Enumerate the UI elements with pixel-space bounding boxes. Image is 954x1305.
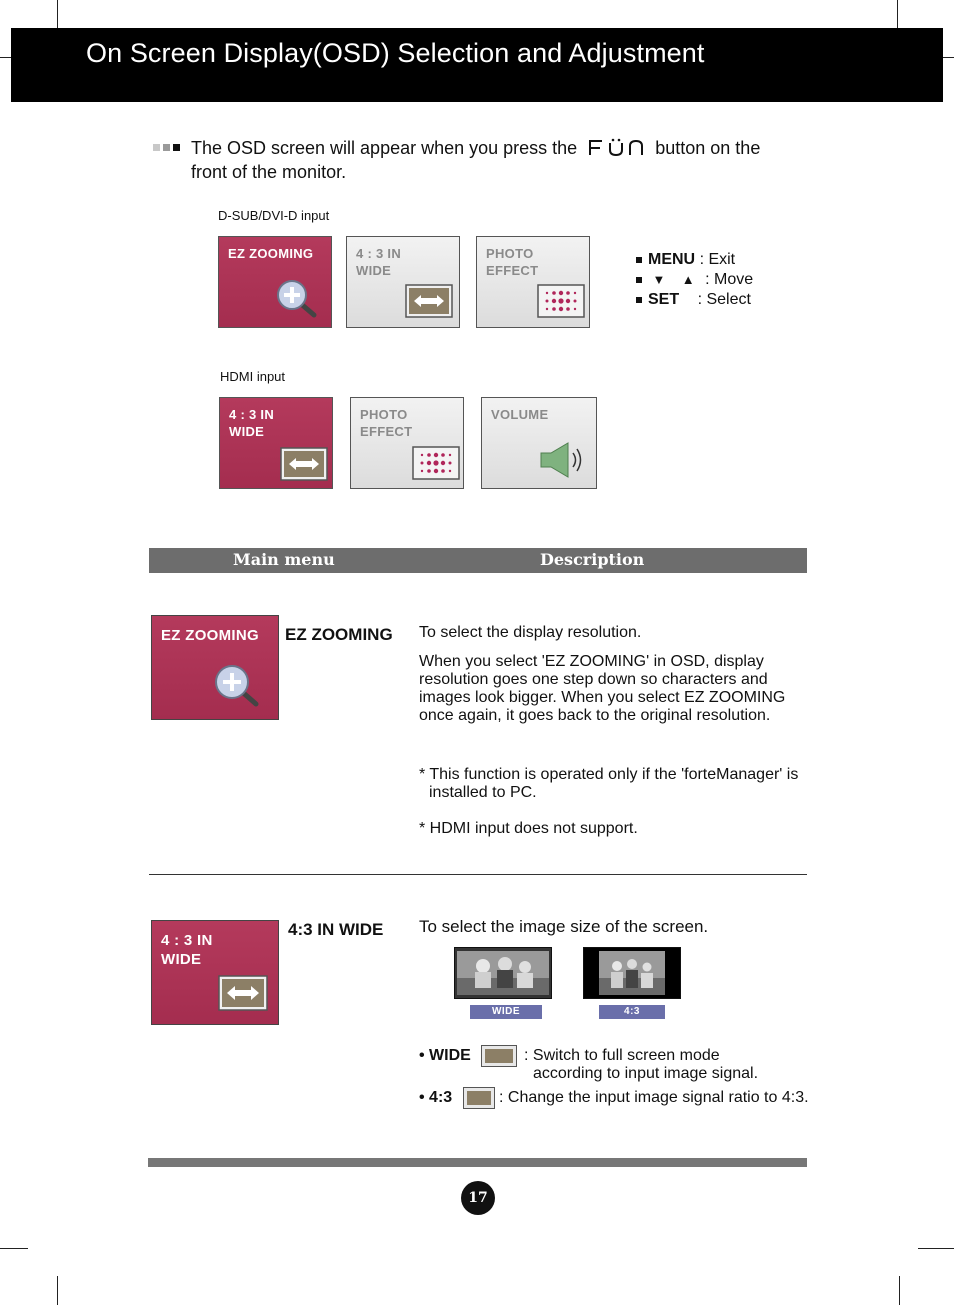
tile-hdmi-photo-effect[interactable] [350, 397, 464, 489]
tile-label: 4 : 3 IN WIDE [356, 246, 402, 278]
tile-photo-effect[interactable] [476, 236, 590, 328]
ez-zooming-note2: * HDMI input does not support. [419, 820, 638, 837]
wide-screen-label: WIDE [470, 1005, 542, 1019]
speaker-icon [538, 440, 588, 480]
wide-key: • WIDE [419, 1047, 471, 1065]
page-title: On Screen Display(OSD) Selection and Adjustment [86, 38, 705, 68]
ez-zooming-name: EZ ZOOMING [285, 625, 393, 644]
row-divider [149, 874, 807, 875]
tile-label: 4 : 3 IN WIDE [161, 932, 213, 968]
ez-zooming-note1: * This function is operated only if the 'forteManager' is installed to PC. [419, 766, 799, 801]
table-header [149, 548, 807, 573]
aspect-arrow-icon [405, 284, 453, 318]
wide-43-name: 4:3 IN WIDE [288, 920, 384, 939]
tile-hdmi-volume[interactable] [481, 397, 597, 489]
set-action: : Select [697, 291, 751, 308]
tile-ez-zooming[interactable] [218, 236, 332, 328]
legend-menu [636, 250, 753, 270]
ratio-43-photo-image [584, 948, 680, 998]
zoom-plus-icon [212, 664, 262, 708]
ratio-option [419, 1087, 495, 1109]
legend-move [636, 270, 753, 290]
dot-grid-icon [412, 446, 460, 480]
bottom-bar [148, 1158, 807, 1167]
wide-43-tile [151, 920, 279, 1025]
crop-mark [0, 1248, 28, 1249]
crop-mark [57, 0, 58, 30]
tile-label: PHOTO EFFECT [486, 246, 539, 278]
tile-label: EZ ZOOMING [228, 246, 314, 261]
zoom-plus-icon [274, 279, 320, 319]
set-key: SET [648, 291, 680, 308]
menu-action: : Exit [699, 251, 736, 268]
ratio-43-screen-label: 4:3 [599, 1005, 665, 1019]
legend-set [636, 290, 753, 310]
crop-mark [0, 57, 11, 58]
wide-button-icon [481, 1045, 517, 1067]
wide-desc: : Switch to full screen mode according to input image signal. [524, 1047, 759, 1082]
down-arrow-icon: ▼ [652, 272, 666, 287]
dot-grid-icon [537, 284, 585, 318]
col-description: Description [540, 550, 645, 569]
ez-zooming-tile [151, 615, 279, 720]
wide-photo-image [455, 948, 551, 998]
hdmi-label: HDMI input [220, 369, 286, 384]
crop-mark [943, 57, 954, 58]
up-arrow-icon: ▲ [681, 272, 695, 287]
menu-key: MENU [648, 251, 696, 268]
intro-text [191, 136, 801, 184]
ratio-button-icon [463, 1087, 495, 1109]
tile-label: EZ ZOOMING [161, 627, 259, 644]
wide-43-desc1: To select the image size of the screen. [419, 917, 709, 936]
crop-mark [57, 1276, 58, 1305]
wide-screen-preview [454, 947, 552, 999]
crop-mark [899, 1276, 900, 1305]
key-legend [636, 250, 753, 310]
tile-label: 4 : 3 IN WIDE [229, 407, 275, 439]
tile-label: VOLUME [491, 407, 549, 422]
ratio-key: • 4:3 [419, 1089, 453, 1107]
tile-hdmi-4-3-in-wide[interactable] [219, 397, 333, 489]
tile-label: PHOTO EFFECT [360, 407, 413, 439]
intro-bullets [153, 144, 183, 162]
ratio-43-screen-preview [583, 947, 681, 999]
tile-4-3-in-wide[interactable] [346, 236, 460, 328]
aspect-arrow-icon [280, 447, 328, 481]
page-number: 17 [461, 1181, 495, 1215]
intro-before: The OSD screen will appear when you press the [191, 138, 578, 158]
ez-zooming-desc1: To select the display resolution. [419, 624, 642, 641]
ratio-desc: : Change the input image signal ratio to 4:3. [499, 1089, 809, 1106]
move-action: : Move [705, 271, 754, 288]
aspect-arrow-icon [218, 975, 268, 1011]
crop-mark [918, 1248, 954, 1249]
dsub-label: D-SUB/DVI-D input [218, 208, 330, 223]
ez-zooming-desc2: When you select 'EZ ZOOMING' in OSD, display resolution goes one step down so characters and images look bigger. When you select EZ ZOOMING once again, it goes back to the original resolution. [419, 653, 786, 724]
crop-mark [897, 0, 898, 30]
intro-after: button on the front of the monitor. [191, 138, 761, 182]
fun-button-icon [586, 138, 646, 156]
col-main-menu: Main menu [233, 550, 335, 569]
